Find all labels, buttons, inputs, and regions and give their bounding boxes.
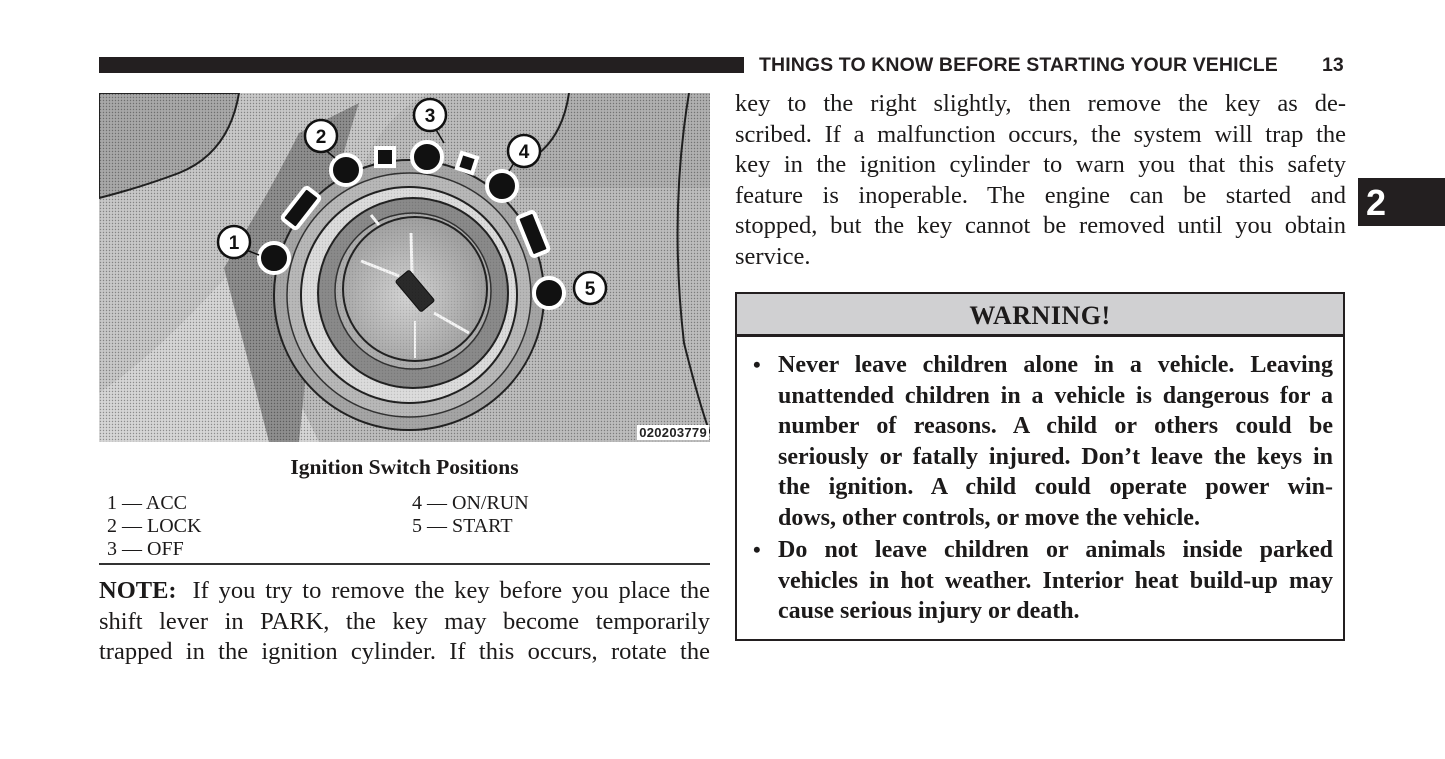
warning-item: • Never leave children alone in a vehicle. Leaving unattended children in a vehicle is dangerous for a number of reasons. A child or others could be seriously or fatally injured. Don’t leave the keys in the ignition. A child could operate power win- dows, other controls, or move the vehicle. [753, 352, 1333, 531]
warning-box [735, 292, 1345, 641]
header-rule-bar [99, 57, 744, 73]
running-header-title: THINGS TO KNOW BEFORE STARTING YOUR VEHICLE [759, 54, 1278, 76]
legend-item-start: 5 — START [412, 515, 513, 537]
bullet-icon: • [753, 352, 761, 377]
note-label: NOTE: [99, 577, 177, 604]
body-paragraph: key to the right slightly, then remove the key as de- scribed. If a malfunction occurs, the system will trap the key in the ignition cylinder to warn you that this safety feature is inoperable. The engine can be started and stopped, but the key cannot be removed until you obtain service. [735, 90, 1346, 270]
ignition-diagram-graphic [99, 93, 710, 442]
note-paragraph: NOTE: If you try to remove the key before you place the shift lever in PARK, the key may become temporarily trapped in the ignition cylinder. If this occurs, rotate the [99, 577, 710, 665]
figure-divider [99, 563, 710, 565]
chapter-number: 2 [1366, 182, 1387, 223]
chapter-tab [1358, 178, 1445, 226]
ignition-switch-illustration [99, 93, 710, 442]
legend-item-acc: 1 — ACC [107, 492, 188, 514]
callout-2: 2 [315, 127, 327, 148]
bullet-icon: • [753, 537, 761, 562]
callout-4: 4 [518, 142, 530, 163]
figure-caption: Ignition Switch Positions [290, 455, 519, 479]
callout-5: 5 [584, 279, 596, 300]
warning-title: WARNING! [737, 294, 1343, 337]
callout-3: 3 [424, 106, 436, 127]
legend-column-1 [107, 492, 201, 561]
callout-1: 1 [228, 233, 240, 254]
warning-list [737, 350, 1343, 629]
legend-item-off: 3 — OFF [107, 538, 184, 560]
figure-id: 020203779 [639, 425, 707, 440]
legend-item-on-run: 4 — ON/RUN [412, 492, 529, 514]
page-number: 13 [1322, 54, 1344, 76]
legend-item-lock: 2 — LOCK [107, 515, 202, 537]
legend-column-2 [412, 492, 529, 538]
warning-item: • Do not leave children or animals inside parked vehicles in hot weather. Interior heat build-up may cause serious injury or death. [753, 537, 1333, 624]
